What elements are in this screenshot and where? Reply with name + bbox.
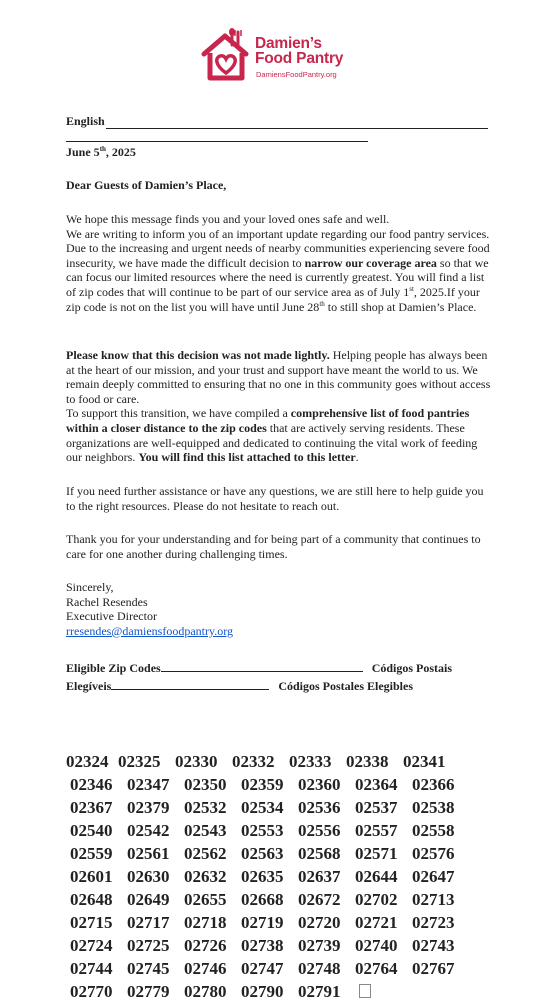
paragraph-commitment: Please know that this decision was not made lightly. Helping people has always been at the heart of our mission, and your trust and support have meant the world to us. We remain deeply committed to ensuring that no one in this community goes without access to food or care. To support this transition, we have compiled a comprehensive list of food pantries within a closer distance to the zip codes that are actively serving residents. These organizations are well-equipped and dedicated to continuing the vital work of feeding our neighbors. You will find this list attached to this letter.	[66, 348, 491, 465]
zip-code: 02556	[298, 821, 341, 840]
zip-code: 02543	[184, 821, 227, 840]
zip-code: 02764	[355, 959, 398, 978]
zip-code: 02571	[355, 844, 398, 863]
zip-label-spanish: Códigos Postales Elegibles	[278, 679, 413, 693]
zip-code: 02743	[412, 936, 455, 955]
zip-code: 02364	[355, 775, 398, 794]
zip-code: 02740	[355, 936, 398, 955]
zip-row	[66, 796, 546, 819]
zip-code: 02325	[118, 752, 161, 771]
greeting: Dear Guests of Damien’s Place,	[66, 178, 227, 192]
language-line	[66, 114, 488, 129]
zip-code: 02542	[127, 821, 170, 840]
logo-name-line2: Food Pantry	[255, 50, 344, 67]
zip-code: 02668	[241, 890, 284, 909]
language-label: English	[66, 114, 105, 128]
zip-row	[66, 842, 546, 865]
zip-code: 02779	[127, 982, 170, 1001]
house-heart-icon	[201, 28, 253, 82]
paragraph-thanks: Thank you for your understanding and for being part of a community that continues to care for one another during challenging times.	[66, 532, 481, 561]
zip-code: 02561	[127, 844, 170, 863]
zip-code: 02559	[70, 844, 113, 863]
signer-name: Rachel Resendes	[66, 594, 148, 609]
zip-code: 02715	[70, 913, 113, 932]
zip-code: 02563	[241, 844, 284, 863]
paragraph-assistance: If you need further assistance or have any questions, we are still here to help guide you to the right resources. Please do not hesitate to reach out.	[66, 484, 484, 513]
zip-code: 02647	[412, 867, 455, 886]
logo-url: DamiensFoodPantry.org	[256, 70, 337, 79]
closing: Sincerely,	[66, 580, 114, 594]
zip-blank-line-2	[111, 678, 269, 690]
zip-code: 02332	[232, 752, 275, 771]
zip-code: 02721	[355, 913, 398, 932]
zip-code: 02330	[175, 752, 218, 771]
zip-code: 02649	[127, 890, 170, 909]
zip-code: 02538	[412, 798, 455, 817]
signer-title: Executive Director	[66, 609, 157, 624]
zip-code: 02744	[70, 959, 113, 978]
zip-code: 02725	[127, 936, 170, 955]
zip-code: 02720	[298, 913, 341, 932]
zip-code: 02347	[127, 775, 170, 794]
zip-code: 02770	[70, 982, 113, 1001]
language-blank-line	[106, 116, 488, 129]
zip-code: 02747	[241, 959, 284, 978]
zip-code: 02637	[298, 867, 341, 886]
zip-label-english: Eligible Zip Codes	[66, 661, 161, 675]
zip-label-portuguese-2: Elegíveis	[66, 679, 112, 693]
zip-code: 02324	[66, 752, 109, 771]
zip-code: 02341	[403, 752, 446, 771]
zip-blank-line-1	[161, 660, 363, 672]
zip-code: 02791	[298, 982, 341, 1001]
zip-code: 02568	[298, 844, 341, 863]
zip-code: 02723	[412, 913, 455, 932]
damiens-food-pantry-logo	[201, 28, 361, 84]
zip-code: 02379	[127, 798, 170, 817]
zip-code: 02790	[241, 982, 284, 1001]
zip-code: 02601	[70, 867, 113, 886]
zip-label-portuguese-1: Códigos Postais	[371, 661, 453, 675]
zip-code: 02360	[298, 775, 341, 794]
zip-row	[66, 750, 546, 773]
zip-code: 02553	[241, 821, 284, 840]
zip-code: 02350	[184, 775, 227, 794]
zip-row	[66, 957, 546, 980]
zip-code-list	[66, 750, 546, 1003]
zip-code: 02780	[184, 982, 227, 1001]
zip-code: 02558	[412, 821, 455, 840]
letter-date: June 5th, 2025	[66, 145, 136, 159]
zip-code: 02540	[70, 821, 113, 840]
zip-code: 02367	[70, 798, 113, 817]
zip-code: 02713	[412, 890, 455, 909]
divider-line	[66, 141, 368, 142]
zip-code: 02767	[412, 959, 455, 978]
zip-code: 02738	[241, 936, 284, 955]
zip-code: 02724	[70, 936, 113, 955]
zip-code: 02648	[70, 890, 113, 909]
zip-code: 02717	[127, 913, 170, 932]
zip-code: 02366	[412, 775, 455, 794]
zip-code: 02576	[412, 844, 455, 863]
zip-code: 02557	[355, 821, 398, 840]
zip-code: 02702	[355, 890, 398, 909]
signer-email-link[interactable]: rresendes@damiensfoodpantry.org	[66, 623, 234, 638]
zip-code: 02630	[127, 867, 170, 886]
paragraph-update: We hope this message finds you and your loved ones safe and well. We are writing to inform you of an important update regarding our food pantry services. Due to the increasing and urgent needs of nearby communities experiencing severe food insecurity, we have made the difficult decision to narrow our coverage area so that we can focus our limited resources where the need is currently greatest. You will find a list of zip codes that will continue to be part of our service area as of July 1st, 2025.If your zip code is not on the list you will have until June 28th to still shop at Damien’s Place.	[66, 212, 490, 314]
zip-row	[66, 773, 546, 796]
logo-name-line1: Damien’s	[255, 35, 322, 52]
zip-code: 02739	[298, 936, 341, 955]
zip-code: 02537	[355, 798, 398, 817]
zip-row	[66, 819, 546, 842]
zip-code: 02745	[127, 959, 170, 978]
zip-code: 02536	[298, 798, 341, 817]
zip-code: 02534	[241, 798, 284, 817]
zip-code: 02718	[184, 913, 227, 932]
zip-codes-heading	[66, 659, 506, 695]
zip-code: 02632	[184, 867, 227, 886]
zip-row	[66, 934, 546, 957]
zip-code: 02726	[184, 936, 227, 955]
zip-code: 02359	[241, 775, 284, 794]
logo-wordmark	[255, 36, 343, 66]
zip-code: 02333	[289, 752, 332, 771]
zip-code: 02719	[241, 913, 284, 932]
zip-code: 02635	[241, 867, 284, 886]
zip-code: 02746	[184, 959, 227, 978]
zip-row	[66, 888, 546, 911]
zip-code: 02644	[355, 867, 398, 886]
zip-row	[66, 865, 546, 888]
missing-glyph-box-icon	[359, 984, 371, 998]
signature-block	[66, 580, 494, 638]
zip-code: 02748	[298, 959, 341, 978]
zip-code: 02655	[184, 890, 227, 909]
zip-code: 02346	[70, 775, 113, 794]
zip-code: 02338	[346, 752, 389, 771]
zip-code: 02562	[184, 844, 227, 863]
zip-row	[66, 911, 546, 934]
zip-code: 02532	[184, 798, 227, 817]
zip-code: 02672	[298, 890, 341, 909]
